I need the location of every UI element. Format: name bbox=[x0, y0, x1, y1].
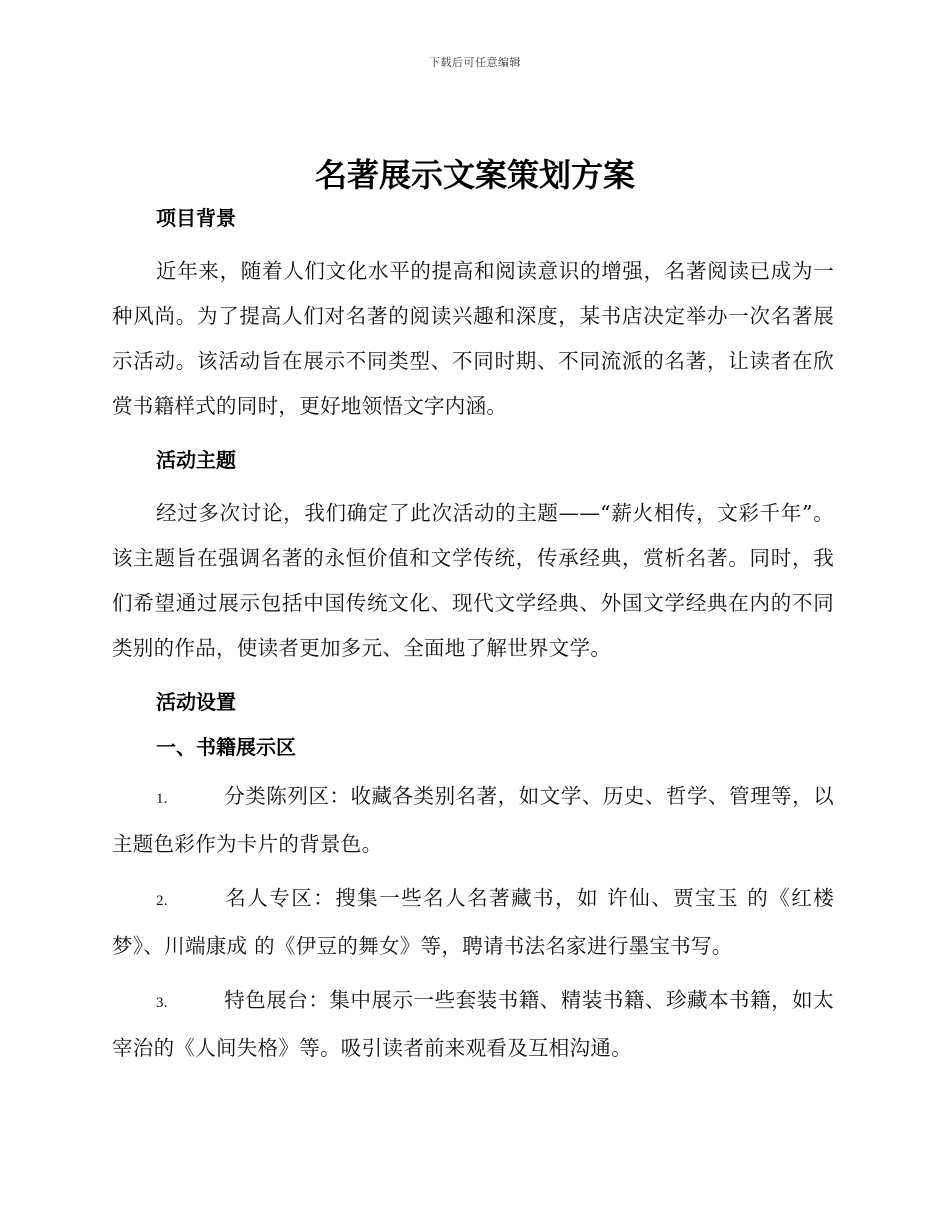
list-item-number: 1. bbox=[156, 791, 168, 807]
header-note: 下载后可任意编辑 bbox=[429, 56, 521, 69]
list-item bbox=[112, 876, 834, 969]
list-item-number: 2. bbox=[156, 893, 168, 909]
document-title: 名著展示文案策划方案 bbox=[314, 156, 635, 194]
paragraph-background: 近年来，随着人们文化水平的提高和阅读意识的增强，名著阅读已成为一种风尚。为了提高人们对名著的阅读兴趣和深度，某书店决定举办一次名著展示活动。该活动旨在展示不同类型、不同时期、不同流派的名著，让读者在欣赏书籍样式的同时，更好地领悟文字内涵。 bbox=[112, 259, 834, 418]
subsection-heading-book-display: 一、书籍展示区 bbox=[156, 735, 296, 759]
document-body bbox=[112, 200, 834, 1071]
list-item bbox=[112, 978, 834, 1071]
list-item-number: 3. bbox=[156, 995, 168, 1011]
section-heading-theme: 活动主题 bbox=[156, 448, 236, 472]
list-item-text: 名人专区：搜集一些名人名著藏书，如 许仙、贾宝玉 的《红楼梦》、川端康成 的《伊豆的舞女》等，聘请书法名家进行墨宝书写。 bbox=[112, 886, 834, 958]
paragraph-theme: 经过多次讨论，我们确定了此次活动的主题——“薪火相传，文彩千年”。该主题旨在强调名著的永恒价值和文学传统，传承经典，赏析名著。同时，我们希望通过展示包括中国传统文化、现代文学经典、外国文学经典在内的不同类别的作品，使读者更加多元、全面地了解世界文学。 bbox=[112, 501, 834, 660]
section-heading-setup: 活动设置 bbox=[156, 690, 236, 714]
list-item bbox=[112, 774, 834, 867]
list-item-text: 分类陈列区：收藏各类别名著，如文学、历史、哲学、管理等，以主题色彩作为卡片的背景色。 bbox=[112, 784, 834, 856]
list-item-text: 特色展台：集中展示一些套装书籍、精装书籍、珍藏本书籍，如太宰治的《人间失格》等。吸引读者前来观看及互相沟通。 bbox=[112, 988, 834, 1060]
section-heading-background: 项目背景 bbox=[156, 206, 236, 230]
